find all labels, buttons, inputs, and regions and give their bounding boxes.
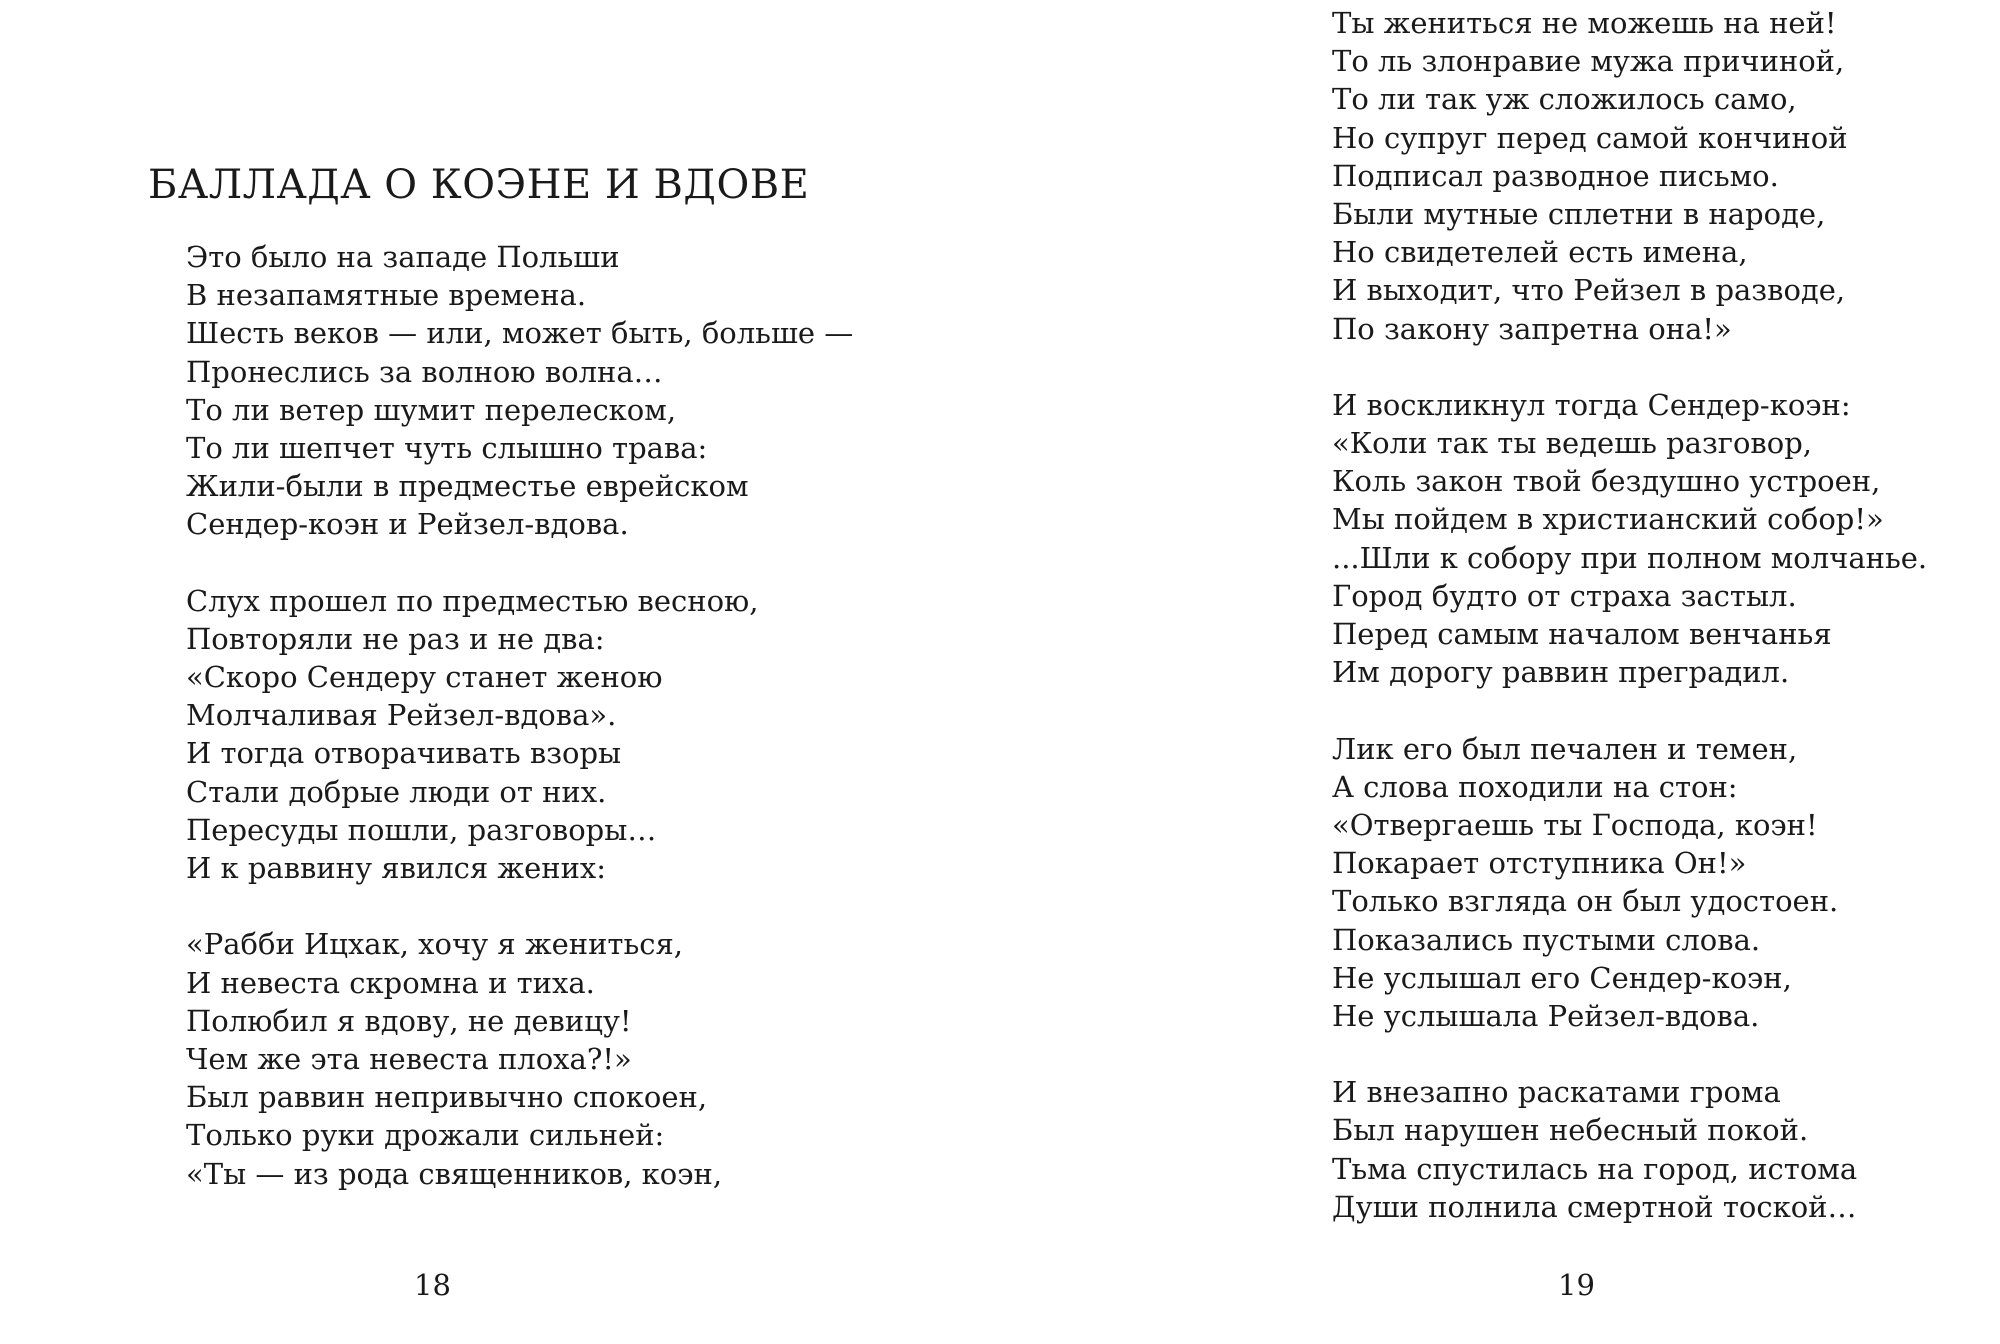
poem-line: Слух прошел по предместью весною, xyxy=(186,583,759,618)
poem-line: Молчаливая Рейзел-вдова». xyxy=(186,698,617,733)
poem-line: В незапамятные времена. xyxy=(186,278,587,313)
poem-line: Шесть веков — или, может быть, больше — xyxy=(186,316,854,351)
poem-line: Был раввин непривычно спокоен, xyxy=(186,1080,708,1115)
poem-line: Сендер-коэн и Рейзел-вдова. xyxy=(186,507,629,542)
poem-line: Только руки дрожали сильней: xyxy=(186,1118,665,1153)
poem-line: «Ты — из рода священников, коэн, xyxy=(186,1156,723,1191)
poem-line: Души полнила смертной тоской… xyxy=(1332,1189,1857,1224)
poem-line: «Отвергаешь ты Господа, коэн! xyxy=(1332,807,1818,842)
stanza xyxy=(186,238,853,544)
poem-line: Стали добрые люди от них. xyxy=(186,774,607,809)
poem-line: Это было на западе Польши xyxy=(186,240,620,274)
right-page xyxy=(1000,0,2000,1344)
poem-line: Были мутные сплетни в народе, xyxy=(1332,196,1826,231)
poem-line: И внезапно раскатами грома xyxy=(1332,1075,1781,1110)
poem-line: Показались пустыми слова. xyxy=(1332,922,1761,957)
stanza xyxy=(1332,1073,1927,1226)
poem-line: И невеста скромна и тиха. xyxy=(186,965,595,1000)
poem-line: Пронеслись за волною волна… xyxy=(186,354,663,389)
poem-line: Только взгляда он был удостоен. xyxy=(1332,884,1839,919)
poem-line: Но свидетелей есть имена, xyxy=(1332,235,1748,270)
poem-line: И воскликнул тогда Сендер-коэн: xyxy=(1332,387,1851,422)
poem-line: Не услышала Рейзел-вдова. xyxy=(1332,998,1760,1033)
poem-line: «Рабби Ицхак, хочу я жениться, xyxy=(186,927,684,962)
poem-line: Мы пойдем в христианский собор!» xyxy=(1332,502,1884,537)
poem-line: Был нарушен небесный покой. xyxy=(1332,1113,1809,1148)
page-number: 18 xyxy=(414,1268,451,1302)
poem-line: Ты жениться не можешь на ней! xyxy=(1332,6,1837,40)
poem-line: Жили-были в предместье еврейском xyxy=(186,469,749,504)
stanza xyxy=(186,582,853,888)
poem-line: Перед самым началом венчанья xyxy=(1332,617,1832,651)
poem-line: «Скоро Сендеру станет женою xyxy=(186,660,663,695)
poem-title: БАЛЛАДА О КОЭНЕ И ВДОВЕ xyxy=(148,162,810,208)
poem-line: Им дорогу раввин преградил. xyxy=(1332,655,1790,690)
poem-line: По закону запретна она!» xyxy=(1332,311,1732,346)
poem-line: Повторяли не раз и не два: xyxy=(186,621,605,656)
poem-line: Не услышал его Сендер-коэн, xyxy=(1332,960,1792,995)
poem-line: «Коли так ты ведешь разговор, xyxy=(1332,426,1813,461)
left-poem xyxy=(186,238,853,1193)
page-number: 19 xyxy=(1558,1268,1595,1302)
stanza xyxy=(1332,730,1927,1036)
stanza xyxy=(186,925,853,1192)
poem-line: То ли так уж сложилось само, xyxy=(1332,82,1797,117)
poem-line: А слова походили на стон: xyxy=(1332,769,1738,804)
poem-line: Полюбил я вдову, не девицу! xyxy=(186,1003,632,1038)
poem-line: Пересуды пошли, разговоры… xyxy=(186,812,657,847)
poem-line: ...Шли к собору при полном молчанье. xyxy=(1332,540,1928,575)
poem-line: То ль злонравие мужа причиной, xyxy=(1332,44,1845,79)
poem-line: Но супруг перед самой кончиной xyxy=(1332,120,1848,155)
poem-line: То ли шепчет чуть слышно трава: xyxy=(186,430,708,465)
poem-line: Город будто от страха застыл. xyxy=(1332,578,1797,613)
poem-line: Лик его был печален и темен, xyxy=(1332,731,1798,766)
poem-line: Подписал разводное письмо. xyxy=(1332,158,1779,193)
poem-line: Тьма спустилась на город, истома xyxy=(1332,1151,1858,1186)
poem-line: Чем же эта невеста плоха?!» xyxy=(186,1041,632,1076)
stanza xyxy=(1332,4,1927,348)
stanza xyxy=(1332,386,1927,692)
poem-line: То ли ветер шумит перелеском, xyxy=(186,392,677,427)
poem-line: И к раввину явился жених: xyxy=(186,851,607,885)
poem-line: И тогда отворачивать взоры xyxy=(186,736,622,771)
poem-line: Покарает отступника Он!» xyxy=(1332,846,1747,881)
poem-line: И выходит, что Рейзел в разводе, xyxy=(1332,273,1846,308)
right-poem xyxy=(1332,4,1927,1226)
poem-line: Коль закон твой бездушно устроен, xyxy=(1332,464,1881,499)
